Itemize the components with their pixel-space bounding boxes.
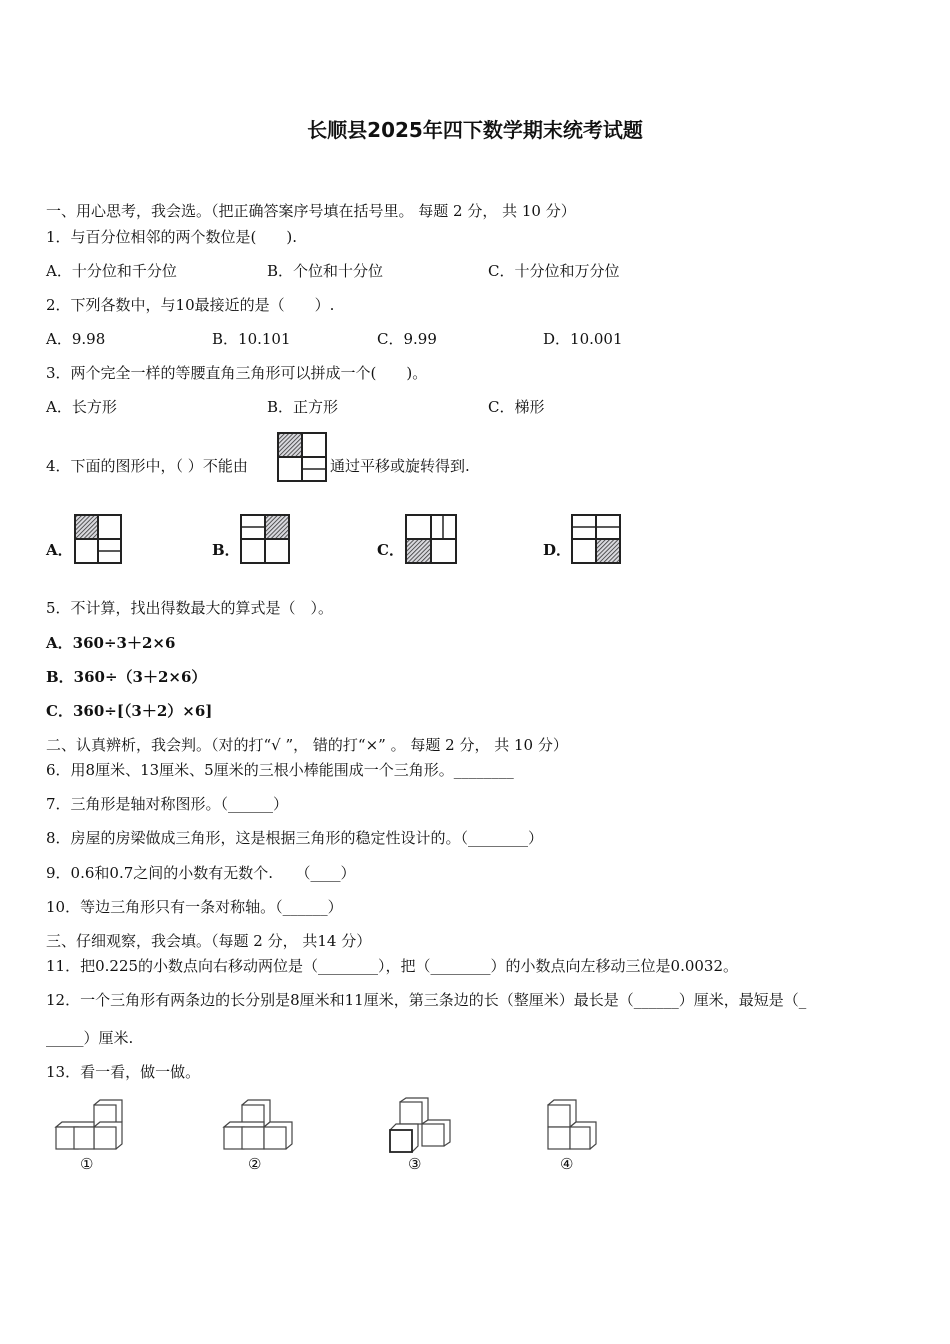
q11: 11．把0.225的小数点向右移动两位是（________），把（________）的小数点向左移动三位是0.0032。 <box>46 957 739 975</box>
q13-label-3: ③ <box>408 1155 422 1173</box>
q1-option-b: B．个位和十分位 <box>267 262 384 280</box>
q4-stem-pre: 4．下面的图形中，（ ）不能由 <box>46 457 248 475</box>
q13-label-1: ① <box>80 1155 94 1173</box>
section-2-heading: 二、认真辨析，我会判。（对的打“√ ”， 错的打“×” 。 每题 2 分， 共 10 分） <box>46 736 568 754</box>
q1-stem: 1．与百分位相邻的两个数位是( ). <box>46 228 298 246</box>
q5-option-a: A．360÷3＋2×6 <box>46 634 176 652</box>
q2-stem: 2．下列各数中，与10最接近的是（ ）. <box>46 296 335 314</box>
q2-option-a: A．9.98 <box>46 330 106 348</box>
q3-option-a: A．长方形 <box>46 398 117 416</box>
q2-option-c: C．9.99 <box>377 330 437 348</box>
q12-line2: _____）厘米. <box>46 1029 134 1047</box>
q4-reference-figure <box>277 432 327 482</box>
q13-stem: 13．看一看，做一做。 <box>46 1063 201 1081</box>
q13-label-4: ④ <box>560 1155 574 1173</box>
q1-option-a: A．十分位和千分位 <box>46 262 177 280</box>
q13-cube-figure-2 <box>220 1100 300 1152</box>
q5-stem: 5．不计算，找出得数最大的算式是（ ）。 <box>46 599 334 617</box>
q4-option-d-label: D． <box>543 541 572 559</box>
page-title: 长顺县2025年四下数学期末统考试题 <box>307 118 643 142</box>
q9: 9．0.6和0.7之间的小数有无数个. （____） <box>46 864 356 882</box>
q5-option-b: B．360÷（3＋2×6） <box>46 668 207 686</box>
q13-label-2: ② <box>248 1155 262 1173</box>
q5-option-c: C．360÷[（3＋2）×6] <box>46 702 213 720</box>
q4-option-c-label: C． <box>377 541 404 559</box>
q1-option-c: C．十分位和万分位 <box>488 262 620 280</box>
section-1-heading: 一、用心思考，我会选。（把正确答案序号填在括号里。 每题 2 分， 共 10 分） <box>46 202 576 220</box>
q6: 6．用8厘米、13厘米、5厘米的三根小棒能围成一个三角形。________ <box>46 761 514 779</box>
q4-option-c-figure <box>405 514 457 564</box>
q4-option-b-label: B． <box>212 541 240 559</box>
q8: 8．房屋的房梁做成三角形，这是根据三角形的稳定性设计的。（________） <box>46 829 544 847</box>
q12-line1: 12．一个三角形有两条边的长分别是8厘米和11厘米，第三条边的长（整厘米）最长是（______）厘米，最短是（_ <box>46 991 807 1009</box>
q4-option-b-figure <box>240 514 290 564</box>
q13-cube-figure-3 <box>386 1098 466 1154</box>
q3-option-c: C．梯形 <box>488 398 545 416</box>
q13-cube-figure-4 <box>545 1100 605 1152</box>
q7: 7．三角形是轴对称图形。（______） <box>46 795 289 813</box>
q3-stem: 3．两个完全一样的等腰直角三角形可以拼成一个( )。 <box>46 364 428 382</box>
section-3-heading: 三、仔细观察，我会填。（每题 2 分， 共14 分） <box>46 932 372 950</box>
q4-option-a-figure <box>74 514 122 564</box>
q13-cube-figure-1 <box>52 1100 132 1152</box>
q2-option-d: D．10.001 <box>543 330 623 348</box>
q4-option-d-figure <box>571 514 621 564</box>
q4-stem-post: 通过平移或旋转得到. <box>330 457 470 475</box>
q4-option-a-label: A． <box>46 541 73 559</box>
q10: 10．等边三角形只有一条对称轴。（______） <box>46 898 343 916</box>
q3-option-b: B．正方形 <box>267 398 339 416</box>
q2-option-b: B．10.101 <box>212 330 291 348</box>
